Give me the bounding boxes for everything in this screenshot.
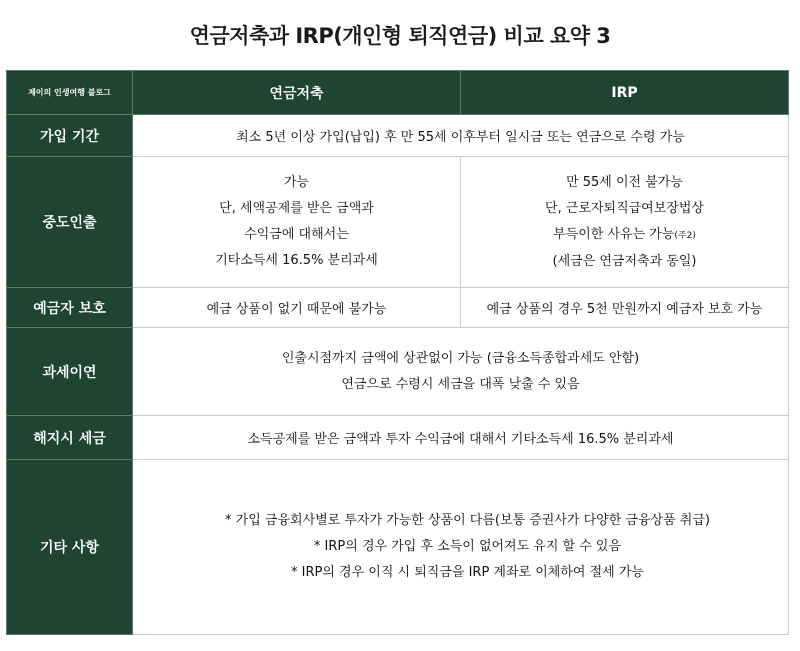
table-row-termination-tax bbox=[7, 416, 789, 460]
page-title: 연금저축과 IRP(개인형 퇴직연금) 비교 요약 3 bbox=[189, 24, 611, 48]
table-row-withdrawal bbox=[7, 157, 789, 288]
withdrawal-pension-cell bbox=[133, 157, 461, 288]
comparison-table bbox=[6, 70, 789, 635]
withdrawal-irp-line: 만 55세 이전 불가능 bbox=[566, 174, 683, 190]
table-row-tax-deferral bbox=[7, 328, 789, 416]
table-row-depositor-protection bbox=[7, 288, 789, 328]
note-item: * IRP의 경우 가입 후 소득이 없어져도 유지 할 수 있음 bbox=[313, 539, 622, 554]
withdrawal-pension-line: 기타소득세 16.5% 분리과세 bbox=[215, 253, 378, 268]
table-row-join-period bbox=[7, 115, 789, 157]
row-label-termination-tax: 해지시 세금 bbox=[7, 416, 133, 460]
tax-deferral-line: 연금으로 수령시 세금을 대폭 낮출 수 있음 bbox=[341, 376, 580, 392]
withdrawal-irp-line-3-main: 부득이한 사유는 가능 bbox=[553, 226, 675, 242]
row-label-withdrawal: 중도인출 bbox=[7, 157, 133, 288]
withdrawal-irp-cell bbox=[461, 157, 789, 288]
join-period-text: 최소 5년 이상 가입(납입) 후 만 55세 이후부터 일시금 또는 연금으로 수령 가능 bbox=[133, 115, 789, 157]
note-item: * IRP의 경우 이직 시 퇴직금을 IRP 계좌로 이체하여 절세 가능 bbox=[291, 565, 644, 580]
others-notes-cell bbox=[133, 460, 789, 635]
note-item: * 가입 금융회사별로 투자가 가능한 상품이 다름(보통 증권사가 다양한 금융상품 취급) bbox=[225, 513, 710, 528]
column-header-irp: IRP bbox=[461, 71, 789, 115]
row-label-depositor-protection: 예금자 보호 bbox=[7, 288, 133, 328]
footnote-marker: (주2) bbox=[674, 230, 696, 241]
withdrawal-irp-line: 단, 근로자퇴직급여보장법상 bbox=[545, 200, 704, 216]
row-label-join-period: 가입 기간 bbox=[7, 115, 133, 157]
withdrawal-irp-line-3 bbox=[461, 222, 788, 249]
table-row-others bbox=[7, 460, 789, 635]
termination-tax-text: 소득공제를 받은 금액과 투자 수익금에 대해서 기타소득세 16.5% 분리과세 bbox=[133, 416, 789, 460]
table-header-row bbox=[7, 71, 789, 115]
withdrawal-pension-line: 가능 bbox=[283, 175, 310, 190]
tax-deferral-cell bbox=[133, 328, 789, 416]
withdrawal-irp-line: (세금은 연금저축과 동일) bbox=[552, 253, 697, 269]
withdrawal-pension-line: 단, 세액공제를 받은 금액과 bbox=[219, 201, 374, 216]
blog-brand-label: 제이의 인생여행 블로그 bbox=[7, 71, 133, 115]
depositor-protection-pension: 예금 상품이 없기 때문에 불가능 bbox=[133, 288, 461, 328]
row-label-others: 기타 사항 bbox=[7, 460, 133, 635]
depositor-protection-irp: 예금 상품의 경우 5천 만원까지 예금자 보호 가능 bbox=[461, 288, 789, 328]
tax-deferral-line: 인출시점까지 금액에 상관없이 가능 (금융소득종합과세도 안함) bbox=[281, 350, 640, 366]
withdrawal-pension-line: 수익금에 대해서는 bbox=[244, 227, 349, 242]
column-header-pension-savings: 연금저축 bbox=[133, 71, 461, 115]
row-label-tax-deferral: 과세이연 bbox=[7, 328, 133, 416]
